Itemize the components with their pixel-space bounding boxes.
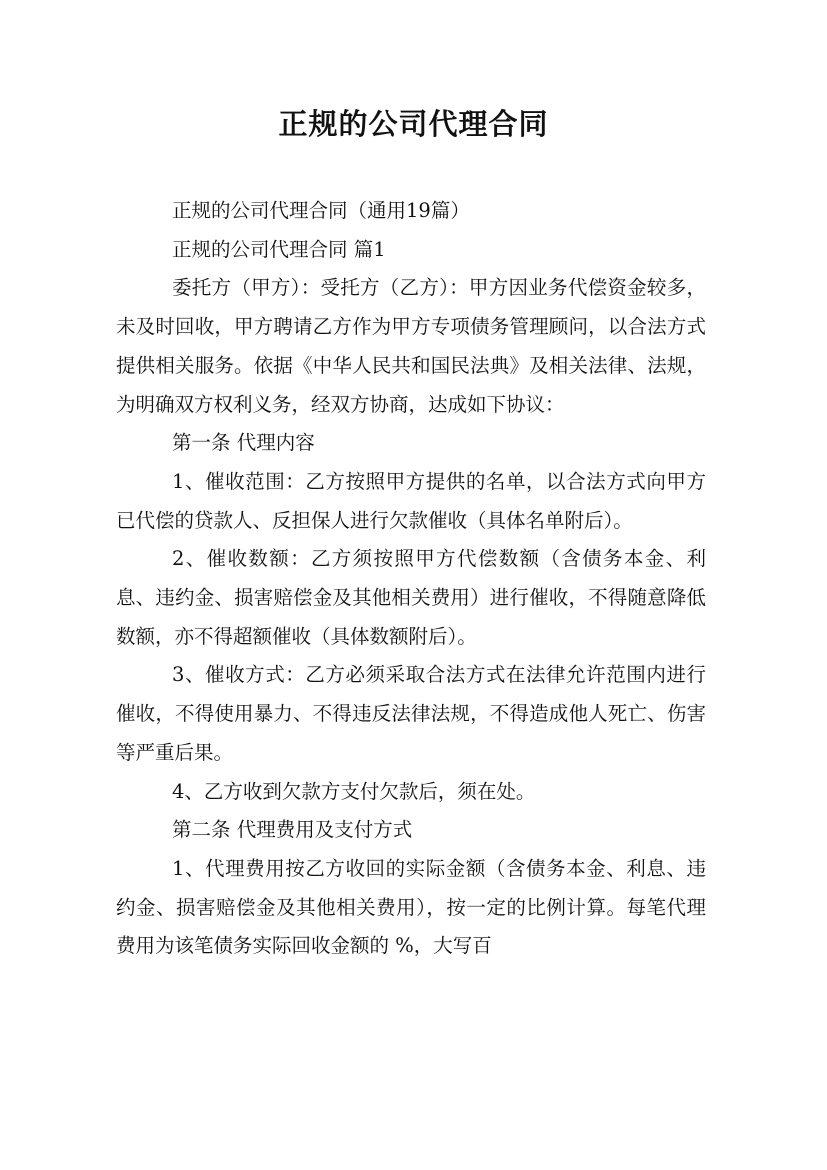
document-body [116,192,706,966]
document-title: 正规的公司代理合同 [278,107,549,141]
paragraph: 1、代理费用按乙方收回的实际金额（含债务本金、利息、违约金、损害赔偿金及其他相关费用），按一定的比例计算。每笔代理费用为该笔债务实际回收金额的 %，大写百 [116,856,706,958]
paragraph: 正规的公司代理合同（通用19篇） [172,199,470,222]
paragraph: 正规的公司代理合同 篇1 [172,237,386,261]
paragraph: 2、催收数额：乙方须按照甲方代偿数额（含债务本金、利息、违约金、损害赔偿金及其他相关费用）进行催收，不得随意降低数额，亦不得超额催收（具体数额附后）。 [116,547,706,648]
paragraph: 委托方（甲方）：受托方（乙方）：甲方因业务代偿资金较多，未及时回收，甲方聘请乙方作为甲方专项债务管理顾问，以合法方式提供相关服务。依据《中华人民共和国民法典》及相关法律、法规，为明确双方权利义务，经双方协商，达成如下协议： [116,276,706,416]
paragraph: 4、乙方收到欠款方支付欠款后，须在处。 [172,779,536,803]
paragraph: 第二条 代理费用及支付方式 [172,818,413,842]
paragraph: 1、催收范围：乙方按照甲方提供的名单，以合法方式向甲方已代偿的贷款人、反担保人进行欠款催收（具体名单附后）。 [116,469,706,532]
paragraph: 3、催收方式：乙方必须采取合法方式在法律允许范围内进行催收，不得使用暴力、不得违反法律法规，不得造成他人死亡、伤害等严重后果。 [116,663,706,764]
paragraph: 第一条 代理内容 [172,431,315,455]
